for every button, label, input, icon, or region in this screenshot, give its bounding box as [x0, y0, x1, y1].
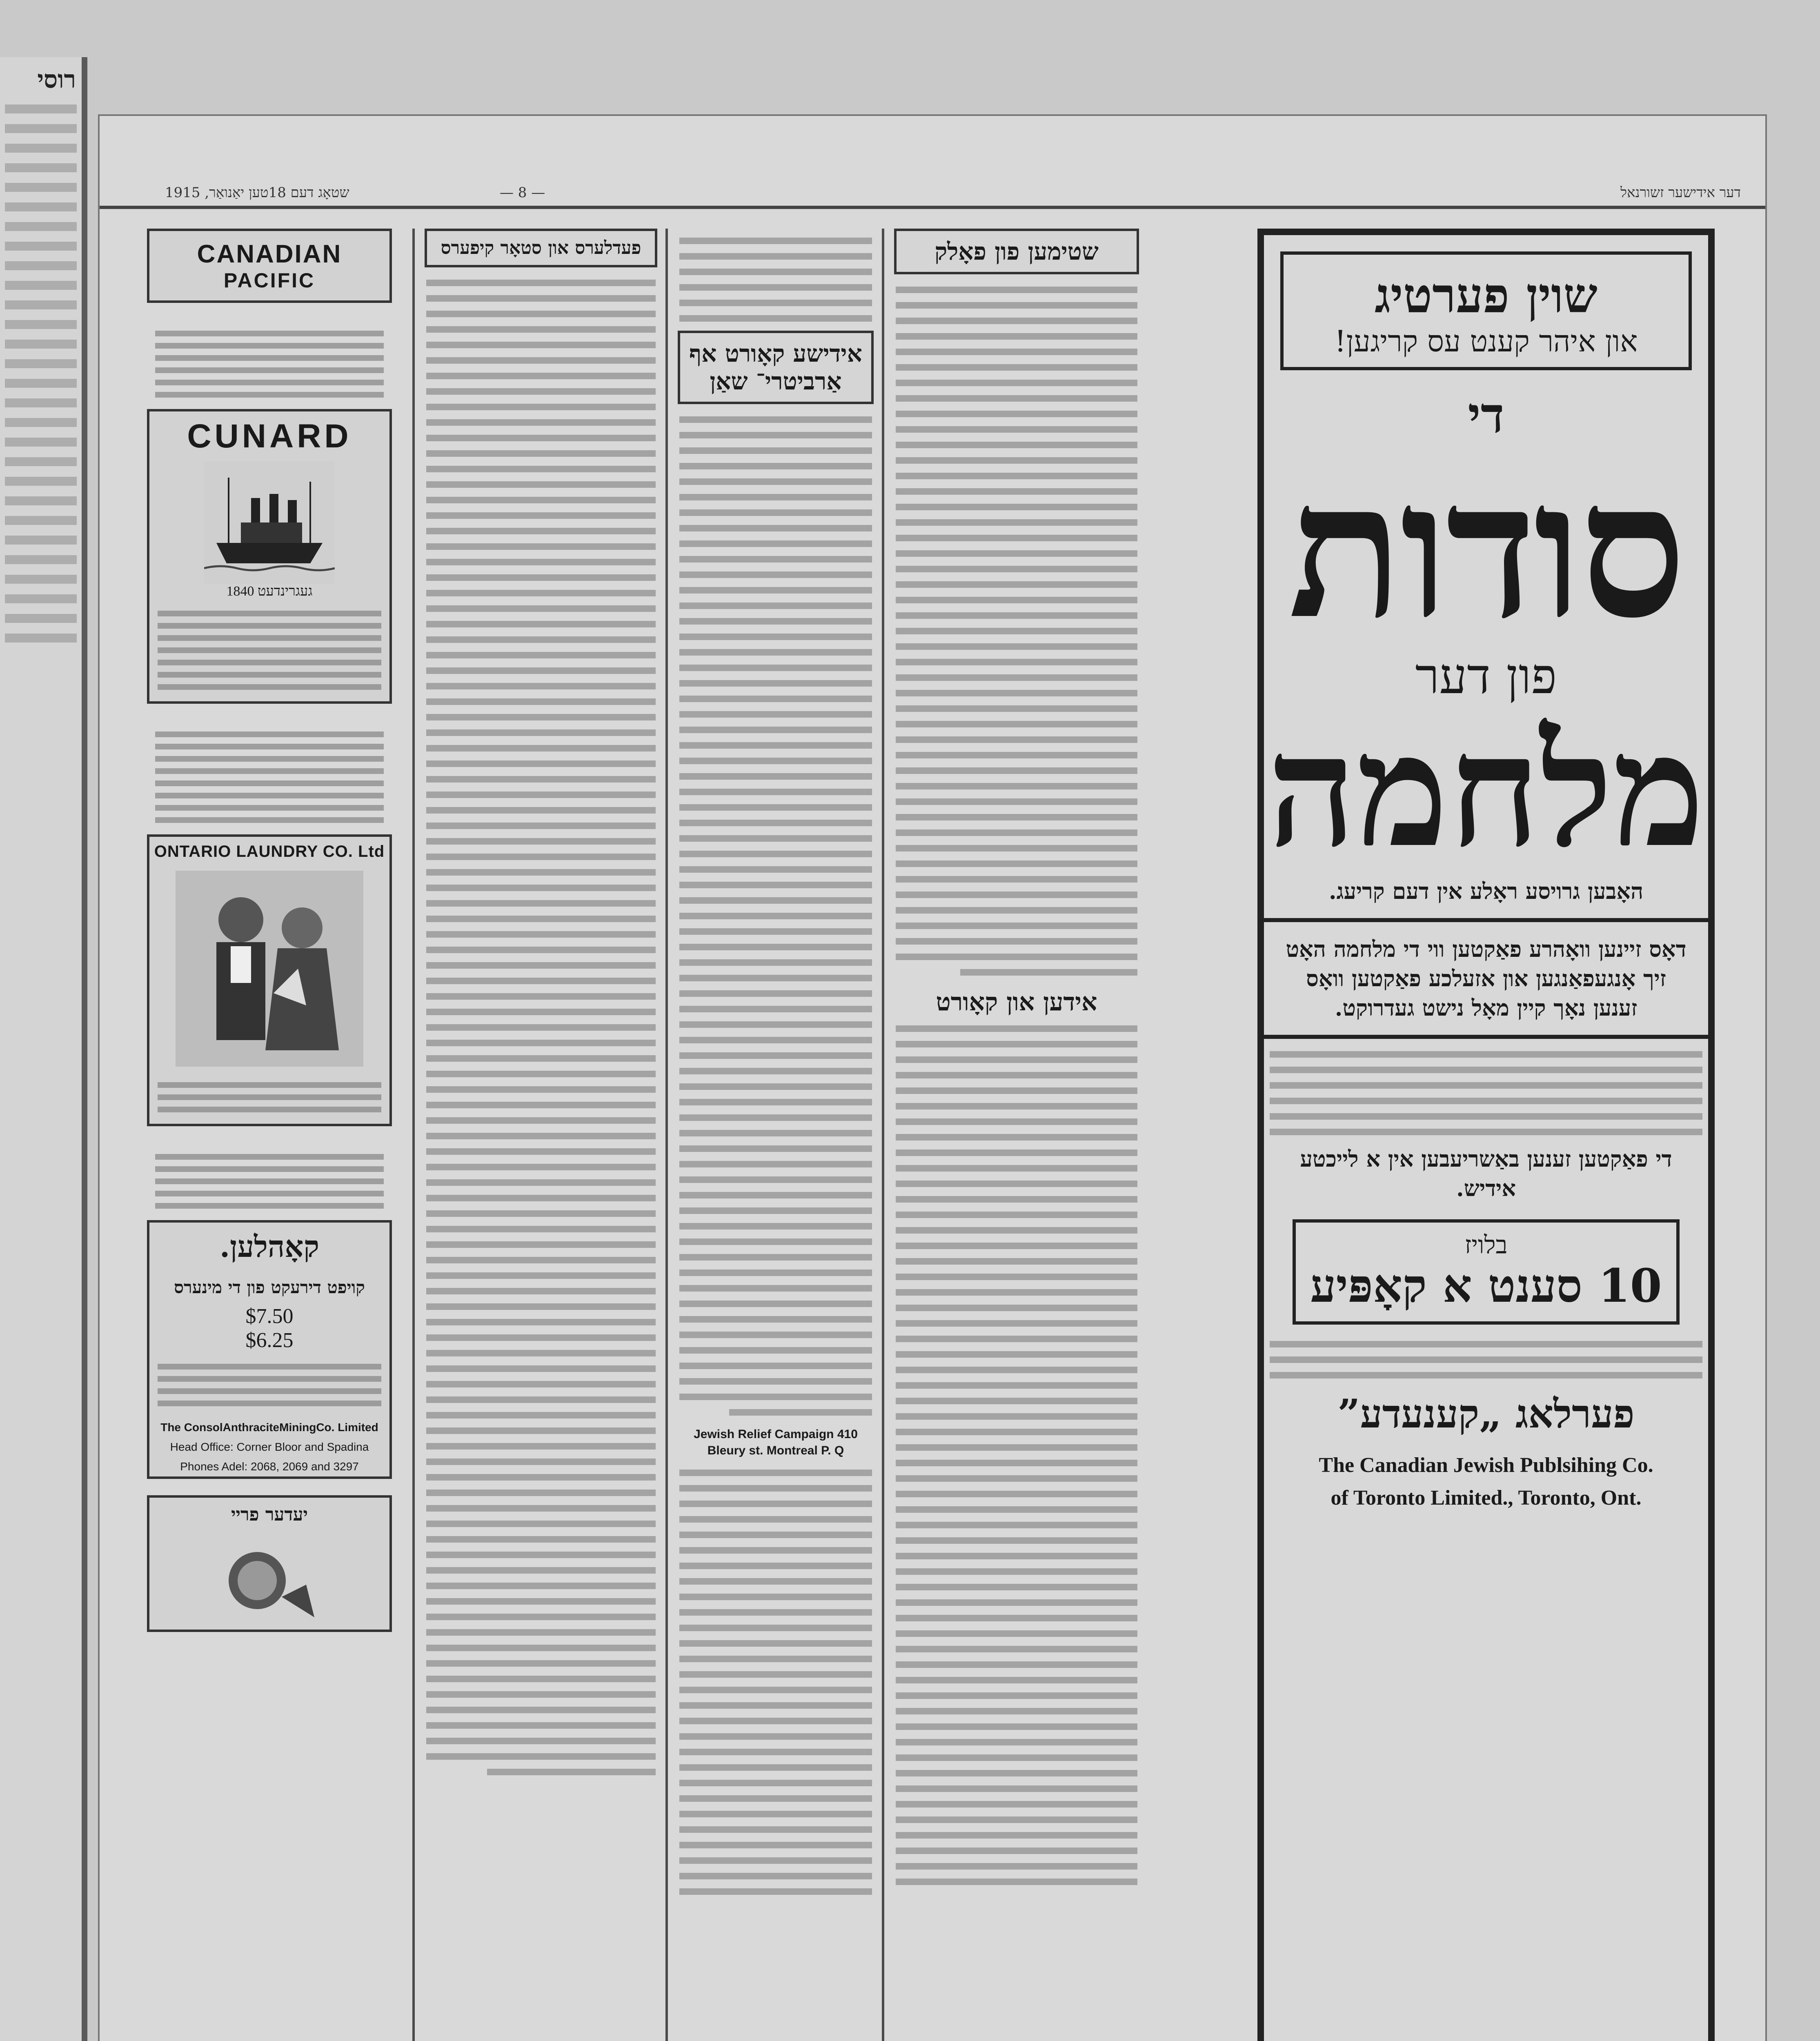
ad-small-text: [1264, 1051, 1708, 1135]
free-item-ad: [147, 1495, 392, 1632]
article-column-c: [890, 229, 1143, 1894]
cunard-title: CUNARD: [187, 418, 352, 455]
coal-title: קאָהלען.: [219, 1229, 320, 1264]
article-column-b: [674, 229, 878, 1904]
ad-price-label: בלויז: [1464, 1231, 1508, 1259]
article-b-top: [674, 238, 878, 322]
laundry-title: ONTARIO LAUNDRY CO. Ltd: [154, 843, 385, 860]
relief-campaign-address: Jewish Relief Campaign 410 Bleury st. Montreal P. Q: [694, 1427, 858, 1457]
cunard-since: געגרינדעט 1840: [226, 584, 313, 599]
running-head-date: 1915 ,שטאָג דעם 18טען יאַנואַר: [165, 185, 349, 201]
book-advertisement: [1257, 229, 1715, 2041]
ad-divider: [1264, 1035, 1708, 1039]
cp-line2: PACIFIC: [223, 269, 316, 292]
ad-divider: [1264, 918, 1708, 922]
cunard-agents: [147, 720, 392, 834]
column-rule: [665, 229, 668, 2041]
article-b-headline: [678, 331, 874, 404]
laundry-text: [149, 1071, 389, 1124]
ad-headline-milchome: מלחמה: [1267, 699, 1705, 882]
adjacent-page-edge: [0, 57, 87, 2041]
article-b-body: [674, 416, 878, 1416]
ship-illustration: [204, 461, 335, 584]
adjacent-page-fragment: רוסי: [37, 65, 76, 94]
article-b-bottom: [674, 1470, 878, 1895]
column-rule: [412, 229, 415, 2041]
article-c-body: [890, 287, 1143, 976]
ads-column: [147, 229, 392, 1648]
masthead: דער אידישער זשורנאל: [1620, 185, 1741, 201]
medal-illustration: [216, 1536, 323, 1625]
running-head: [100, 181, 1765, 209]
coal-subtitle: קויפט דירעקט פון די מינערס: [174, 1277, 365, 1297]
article-c-headline: [894, 229, 1139, 274]
ad-publisher-line2: of Toronto Limited., Toronto, Ont.: [1331, 1486, 1642, 1510]
ad-headline-fun-der: פון דער: [1415, 648, 1557, 705]
article-a-title: פעדלערס און סטאָר קיפערס: [441, 238, 641, 258]
article-b-title: אידישע קאָורט אף אַרביטרי־ שאַן: [689, 340, 862, 395]
adjacent-page-text: [5, 104, 77, 643]
column-rule: [882, 229, 884, 2041]
cunard-ad: [147, 409, 392, 704]
coal-company: The ConsolAnthraciteMiningCo. Limited: [160, 1421, 378, 1434]
cp-ad-text: [147, 319, 392, 409]
ad-order-text: [1264, 1341, 1708, 1378]
cunard-schedule: [149, 599, 389, 701]
coal-ad: [147, 1220, 392, 1479]
misc-ad-text: [147, 1143, 392, 1220]
coal-price-2: $6.25: [245, 1329, 294, 1352]
ad-top-line1: שוין פערטיג: [1375, 267, 1598, 324]
coal-text: [149, 1352, 389, 1418]
laundry-ad: [147, 834, 392, 1126]
ad-price: 10 סענט א קאָפּיע: [1310, 1259, 1662, 1313]
coal-address: Head Office: Corner Bloor and Spadina: [170, 1441, 369, 1453]
ad-paragraph-3: די פאַקטען זענען באַשריעבען אין א לייכטע אידיש.: [1300, 1146, 1672, 1201]
coal-phones: Phones Adel: 2068, 2069 and 3297: [180, 1460, 359, 1473]
cp-line1: CANADIAN: [197, 240, 342, 268]
article-a-body: [421, 280, 661, 1775]
ad-paragraph-1: האָבען גרויסע ראָלע אין דעם קריעג.: [1328, 878, 1644, 904]
ad-publisher-line1: The Canadian Jewish Publsihing Co.: [1319, 1454, 1653, 1477]
free-item-title: יעדער פריי: [231, 1504, 308, 1525]
article-c-body-2: [890, 1025, 1143, 1885]
ad-top-banner: [1280, 251, 1692, 370]
ad-headline-sodos: סודות: [1288, 440, 1684, 660]
canadian-pacific-ad: [147, 229, 392, 303]
page-number: — 8 —: [500, 185, 545, 201]
ad-top-line2: און איהר קענט עס קריגען!: [1334, 324, 1638, 358]
article-a-headline: [425, 229, 657, 267]
article-column-a: [421, 229, 661, 1784]
coal-price-1: $7.50: [245, 1305, 294, 1328]
ad-price-box: [1293, 1219, 1680, 1325]
article-c-title: שטימען פון פאָלק: [934, 238, 1099, 265]
ad-di: די: [1468, 387, 1504, 444]
ad-paragraph-2: דאָס זיינען וואָהרע פאַקטען ווי די מלחמה האָט זיך אָנגעפאַנגען און אזעלכע פאַקטען וואָס זענען נאָך קיין מאָל נישט געדרוקט.: [1286, 936, 1687, 1021]
laundry-illustration: [176, 871, 363, 1067]
article-c-subheading: אידען און קאָורט: [936, 988, 1097, 1016]
ad-publisher-yiddish: פערלאג „קענעדע”: [1337, 1391, 1635, 1437]
